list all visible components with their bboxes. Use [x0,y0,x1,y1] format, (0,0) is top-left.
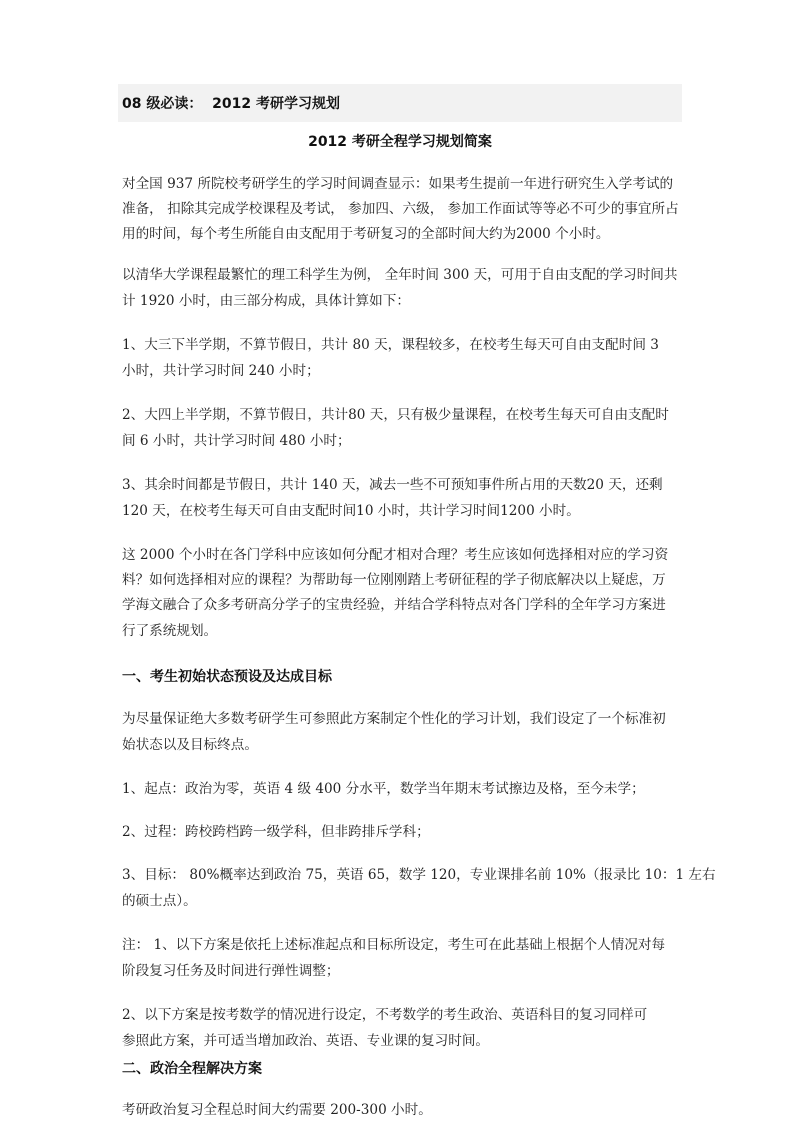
paragraph-line: 阶段复习任务及时间进行弹性调整； [122,963,340,979]
paragraph-line: 这 2000 个小时在各门学科中应该如何分配才相对合理？考生应该如何选择相对应的学习资 [122,547,669,563]
paragraph-line: 对全国 937 所院校考研学生的学习时间调查显示：如果考生提前一年进行研究生入学考试的 [122,176,674,192]
paragraph-line: 料？如何选择相对应的课程？为帮助每一位刚刚踏上考研征程的学子彻底解决以上疑虑，万 [122,572,666,588]
paragraph-line: 准备， 扣除其完成学校课程及考试， 参加四、六级， 参加工作面试等等必不可少的事宜所占 [122,201,679,217]
paragraph-line: 为尽量保证绝大多数考研学生可参照此方案制定个性化的学习计划，我们设定了一个标准初 [122,711,666,727]
paragraph-line: 学海文融合了众多考研高分学子的宝贵经验，并结合学科特点对各门学科的全年学习方案进 [122,597,666,613]
paragraph-line: 以清华大学课程最繁忙的理工科学生为例， 全年时间 300 天，可用于自由支配的学习时间共 [122,267,678,283]
paragraph-line: 用的时间，每个考生所能自由支配用于考研复习的全部时间大约为2000 个小时。 [122,226,610,242]
paragraph-line: 注： 1、以下方案是依托上述标准起点和目标所设定，考生可在此基础上根据个人情况对每 [122,937,666,953]
paragraph-line: 行了系统规划。 [122,623,218,639]
paragraph-line: 2、过程：跨校跨档跨一级学科，但非跨排斥学科； [122,824,430,840]
paragraph-line: 3、其余时间都是节假日，共计 140 天，减去一些不可预知事件所占用的天数20 天，还剩 [122,477,663,493]
header-title: 08 级必读： 2012 考研学习规划 [122,96,340,112]
paragraph-line: 参照此方案，并可适当增加政治、英语、专业课的复习时间。 [122,1033,490,1049]
paragraph-line: 120 天，在校考生每天可自由支配时间10 小时，共计学习时间1200 小时。 [122,503,580,519]
paragraph-line: 2、以下方案是按考数学的情况进行设定，不考数学的考生政治、英语科目的复习同样可 [122,1007,648,1023]
paragraph-line: 的硕士点）。 [122,893,197,909]
paragraph-line: 1、大三下半学期，不算节假日，共计 80 天，课程较多，在校考生每天可自由支配时间 3 [122,337,659,353]
paragraph-line: 始状态以及目标终点。 [122,737,258,753]
paragraph-line: 间 6 小时，共计学习时间 480 小时； [122,433,351,449]
paragraph-line: 计 1920 小时，由三部分构成，具体计算如下： [122,293,410,309]
paragraph-line: 小时，共计学习时间 240 小时； [122,363,320,379]
paragraph-line: 考研政治复习全程总时间大约需要 200-300 小时。 [122,1102,432,1118]
paragraph-line: 1、起点：政治为零，英语 4 级 400 分水平，数学当年期末考试擦边及格，至今未学； [122,781,645,797]
document-title: 2012 考研全程学习规划简案 [308,134,492,150]
paragraph-line: 2、大四上半学期，不算节假日，共计80 天，只有极少量课程，在校考生每天可自由支配时 [122,407,669,423]
section-heading: 一、考生初始状态预设及达成目标 [122,669,332,685]
section-heading: 二、政治全程解决方案 [122,1061,262,1077]
paragraph-line: 3、目标： 80%概率达到政治 75，英语 65，数学 120，专业课排名前 10%（报录比 10：1 左右 [122,867,716,883]
